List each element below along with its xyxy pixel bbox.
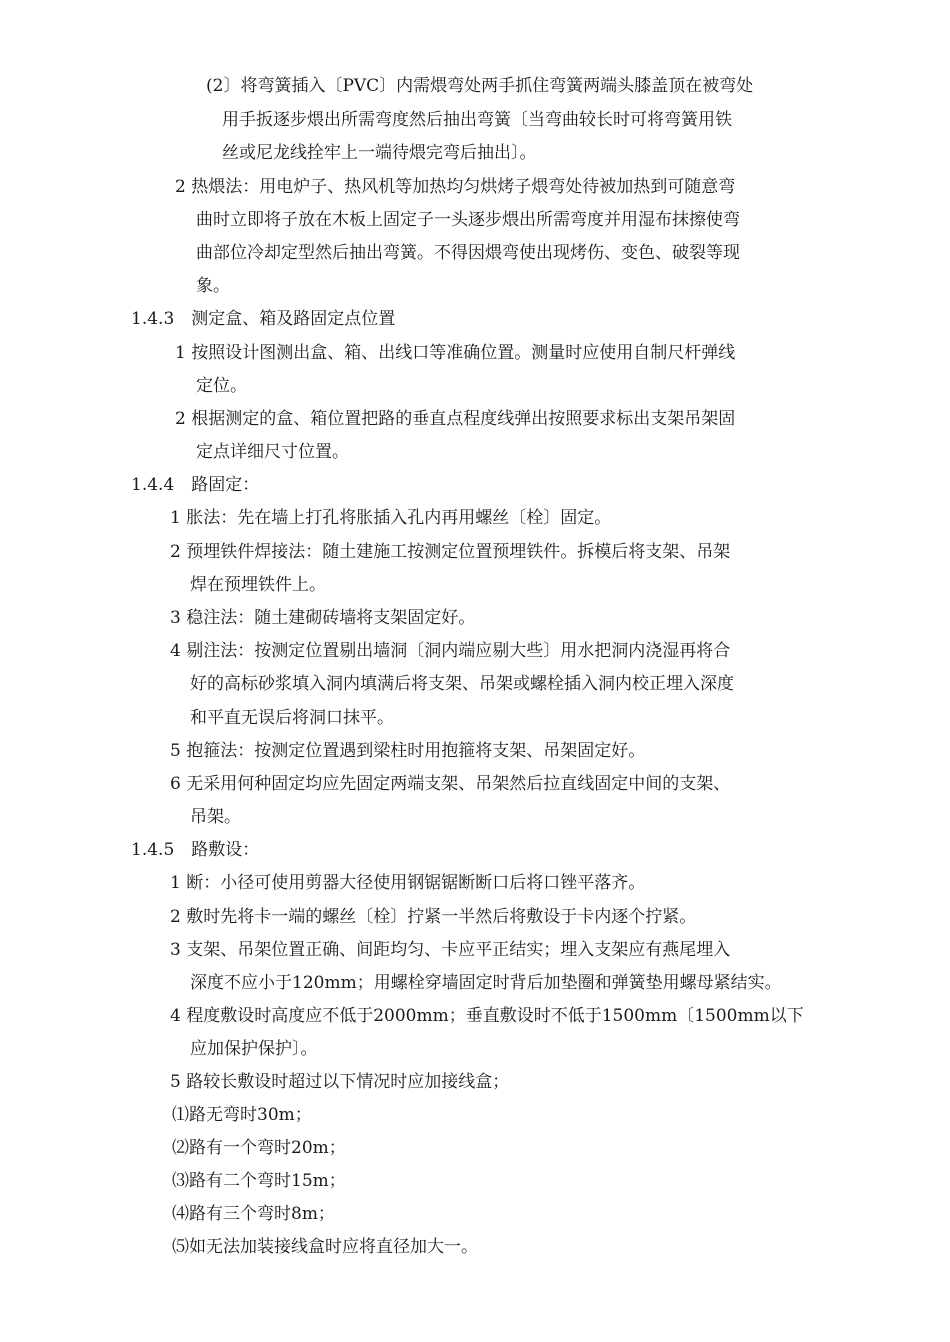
list-item: 2 敷时先将卡一端的螺丝〔栓〕拧紧一半然后将敷设于卡内逐个拧紧。 (170, 907, 697, 927)
text-line: 好的高标砂浆填入洞内填满后将支架、吊架或螺栓插入洞内校正埋入深度 (190, 674, 734, 694)
text-line: 应加保护保护〕。 (190, 1039, 318, 1059)
sub-list-item: ⑵路有一个弯时20m； (172, 1138, 346, 1158)
list-item: 3 支架、吊架位置正确、间距均匀、卡应平正结实；埋入支架应有燕尾埋入 (170, 940, 731, 960)
text-line: 象。 (196, 276, 230, 296)
list-item: 5 抱箍法：按测定位置遇到梁柱时用抱箍将支架、吊架固定好。 (170, 741, 646, 761)
text-line: 定点详细尺寸位置。 (196, 442, 349, 462)
text-line: 丝或尼龙线拴牢上一端待煨完弯后抽出〕。 (222, 143, 537, 163)
text-line: 吊架。 (190, 807, 241, 827)
list-item: 2 预埋铁件焊接法：随土建施工按测定位置预埋铁件。拆模后将支架、吊架 (170, 542, 731, 562)
text-line: 曲时立即将子放在木板上固定子一头逐步煨出所需弯度并用湿布抹擦使弯 (196, 210, 740, 230)
list-item: 3 稳注法：随土建砌砖墙将支架固定好。 (170, 608, 476, 628)
list-item: 2 热煨法：用电炉子、热风机等加热均匀烘烤子煨弯处待被加热到可随意弯 (175, 177, 736, 197)
list-item: 1 断：小径可使用剪器大径使用钢锯锯断断口后将口锉平落齐。 (170, 873, 646, 893)
text-line: 用手扳逐步煨出所需弯度然后抽出弯簧〔当弯曲较长时可将弯簧用铁 (222, 110, 732, 130)
text-line: (2〕将弯簧插入〔PVC〕内需煨弯处两手抓住弯簧两端头膝盖顶在被弯处 (206, 76, 754, 96)
list-item: 4 剔注法：按测定位置剔出墙洞〔洞内端应剔大些〕用水把洞内浇湿再将合 (170, 641, 731, 661)
list-item: 6 无采用何种固定均应先固定两端支架、吊架然后拉直线固定中间的支架、 (170, 774, 731, 794)
section-heading: 1.4.4 路固定： (131, 475, 260, 495)
list-item: 1 按照设计图测出盒、箱、出线口等准确位置。测量时应使用自制尺杆弹线 (175, 343, 736, 363)
section-heading: 1.4.3 测定盒、箱及路固定点位置 (131, 309, 396, 329)
sub-list-item: ⑷路有三个弯时8m； (172, 1204, 335, 1224)
sub-list-item: ⑴路无弯时30m； (172, 1105, 312, 1125)
sub-list-item: ⑸如无法加装接线盒时应将直径加大一。 (172, 1237, 478, 1257)
text-line: 焊在预埋铁件上。 (190, 575, 326, 595)
list-item: 1 胀法：先在墙上打孔将胀插入孔内再用螺丝〔栓〕固定。 (170, 508, 612, 528)
text-line: 和平直无误后将洞口抹平。 (190, 708, 394, 728)
text-line: 定位。 (196, 376, 247, 396)
list-item: 5 路较长敷设时超过以下情况时应加接线盒； (170, 1072, 510, 1092)
sub-list-item: ⑶路有二个弯时15m； (172, 1171, 346, 1191)
text-line: 曲部位冷却定型然后抽出弯簧。不得因煨弯使出现烤伤、变色、破裂等现 (196, 243, 740, 263)
section-heading: 1.4.5 路敷设： (131, 840, 260, 860)
list-item: 2 根据测定的盒、箱位置把路的垂直点程度线弹出按照要求标出支架吊架固 (175, 409, 736, 429)
text-line: 深度不应小于120mm；用螺栓穿墙固定时背后加垫圈和弹簧垫用螺母紧结实。 (190, 973, 782, 993)
list-item: 4 程度敷设时高度应不低于2000mm；垂直敷设时不低于1500mm〔1500mm以下 (170, 1006, 804, 1026)
